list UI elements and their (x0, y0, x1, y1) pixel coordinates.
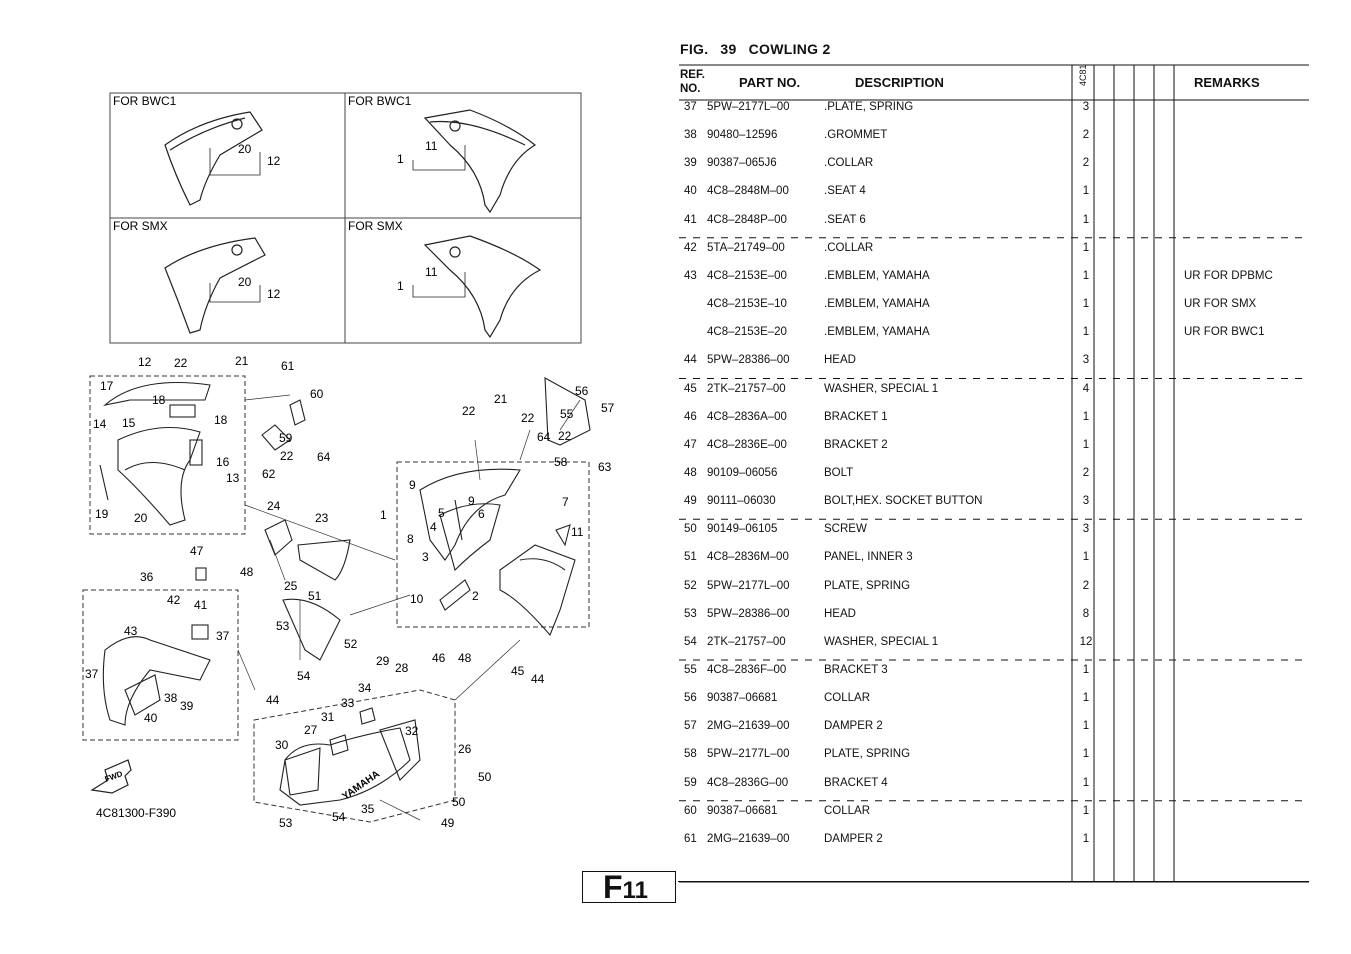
row-quantity: 3 (1082, 495, 1090, 508)
row-part-no: 5PW–2177L–00 (707, 101, 790, 113)
callout-number: 45 (511, 664, 525, 678)
row-part-no: 4C8–2836F–00 (707, 664, 787, 676)
callout-number: 15 (122, 416, 136, 430)
callout-number: 48 (240, 565, 254, 579)
svg-text:FWD: FWD (103, 769, 124, 784)
row-description: .COLLAR (824, 241, 874, 254)
callout-number: 37 (85, 667, 99, 681)
callout-number: 9 (468, 494, 475, 508)
callout-number: 54 (297, 669, 311, 683)
row-quantity: 3 (1082, 101, 1090, 113)
callout-number: 9 (409, 478, 416, 492)
callout-number: 54 (332, 810, 346, 824)
svg-text:12: 12 (267, 287, 281, 301)
callout-number: 35 (361, 802, 375, 816)
callout-number: 31 (321, 710, 335, 724)
page-number-box (582, 871, 676, 903)
row-part-no: 5PW–2177L–00 (707, 748, 790, 761)
row-part-no: 4C8–2153E–20 (707, 326, 787, 339)
row-ref-no: 49 (684, 495, 697, 508)
row-quantity: 8 (1082, 607, 1090, 620)
row-ref-no: 61 (684, 832, 697, 845)
row-ref-no: 56 (684, 692, 697, 705)
variant-label: FOR SMX (113, 219, 168, 233)
row-part-no: 5PW–28386–00 (707, 354, 790, 367)
callout-number: 48 (458, 651, 472, 665)
callout-number: 22 (280, 449, 294, 463)
row-description: SCREW (824, 523, 867, 536)
variant-labels (113, 94, 412, 233)
row-quantity: 1 (1082, 776, 1090, 789)
row-quantity: 2 (1082, 157, 1090, 170)
row-remarks: UR FOR SMX (1184, 298, 1257, 311)
row-description: BRACKET 1 (824, 410, 888, 423)
row-description: .SEAT 6 (824, 213, 866, 226)
callout-number: 46 (432, 651, 446, 665)
row-quantity: 1 (1082, 326, 1090, 339)
row-description: BRACKET 4 (824, 776, 888, 789)
row-part-no: 5TA–21749–00 (707, 241, 785, 254)
row-ref-no: 59 (684, 776, 697, 789)
row-description: BRACKET 2 (824, 438, 888, 451)
variant-label: FOR SMX (348, 219, 403, 233)
row-part-no: 90111–06030 (707, 495, 776, 508)
callout-number: 8 (407, 532, 414, 546)
row-part-no: 90109–06056 (707, 466, 778, 479)
callout-number: 6 (478, 507, 485, 521)
row-quantity: 1 (1082, 692, 1090, 705)
variant-label: FOR BWC1 (113, 94, 177, 108)
svg-text:1: 1 (397, 152, 404, 166)
row-part-no: 90387–06681 (707, 692, 778, 705)
callout-number: 53 (279, 816, 293, 830)
callout-number: 22 (521, 411, 535, 425)
callout-number: 22 (174, 356, 188, 370)
callout-number: 22 (558, 429, 572, 443)
row-ref-no: 39 (684, 157, 697, 170)
row-description: WASHER, SPECIAL 1 (824, 382, 939, 395)
row-ref-no: 48 (684, 466, 697, 479)
callout-number: 49 (441, 816, 455, 830)
bottom-rule (678, 881, 1309, 882)
row-part-no: 90387–065J6 (707, 157, 777, 170)
callout-number: 5 (438, 506, 445, 520)
belly-emblem: YAMAHA (340, 768, 382, 803)
row-part-no: 4C8–2836G–00 (707, 776, 789, 789)
row-description: .EMBLEM, YAMAHA (824, 298, 930, 311)
row-ref-no: 47 (684, 438, 697, 451)
fig-name: COWLING 2 (748, 41, 831, 57)
svg-text:11: 11 (425, 265, 438, 279)
row-description: BOLT,HEX. SOCKET BUTTON (824, 495, 983, 508)
callout-number: 25 (284, 579, 298, 593)
callout-number: 21 (494, 392, 508, 406)
callout-number: 2 (472, 589, 479, 603)
callout-number: 16 (216, 455, 230, 469)
row-quantity: 1 (1082, 269, 1090, 282)
row-quantity: 2 (1082, 466, 1090, 479)
row-description: COLLAR (824, 692, 871, 705)
variant-label: FOR BWC1 (348, 94, 412, 108)
fig-label: FIG. (680, 41, 709, 57)
row-ref-no: 54 (684, 635, 697, 648)
callout-number: 7 (562, 495, 569, 509)
row-ref-no: 45 (684, 382, 697, 395)
row-remarks: UR FOR DPBMC (1184, 269, 1273, 282)
inset-callouts (238, 139, 438, 301)
callout-number: 55 (560, 407, 574, 421)
svg-text:20: 20 (238, 275, 252, 289)
part-shapes (100, 378, 590, 805)
callout-number: 4 (430, 520, 437, 534)
row-quantity: 1 (1082, 298, 1090, 311)
row-part-no: 4C8–2836A–00 (707, 410, 787, 423)
callout-number: 24 (267, 499, 281, 513)
row-remarks: UR FOR BWC1 (1184, 326, 1265, 339)
row-part-no: 2MG–21639–00 (707, 832, 790, 845)
row-description: DAMPER 2 (824, 832, 883, 845)
callout-number: 21 (235, 354, 249, 368)
callout-number: 63 (598, 460, 612, 474)
row-ref-no: 37 (684, 101, 697, 113)
callout-number: 60 (310, 387, 324, 401)
row-quantity: 1 (1082, 241, 1090, 254)
row-description: PLATE, SPRING (824, 748, 911, 761)
callout-number: 62 (262, 467, 276, 481)
diagram-code: 4C81300-F390 (96, 806, 177, 820)
callout-numbers (85, 354, 615, 830)
callout-number: 18 (214, 413, 228, 427)
row-quantity: 1 (1082, 664, 1090, 676)
figure-title (680, 41, 843, 57)
callout-number: 51 (308, 589, 322, 603)
row-quantity: 2 (1082, 579, 1090, 592)
row-part-no: 4C8–2848M–00 (707, 185, 789, 198)
row-quantity: 1 (1082, 551, 1090, 564)
callout-number: 32 (405, 724, 419, 738)
row-quantity: 1 (1082, 410, 1090, 423)
page-letter: F (603, 869, 623, 905)
header-description: DESCRIPTION (855, 75, 944, 90)
row-quantity: 3 (1082, 354, 1090, 367)
callout-number: 44 (531, 672, 545, 686)
callout-number: 17 (100, 379, 114, 393)
header-model-code: 4C81 (1078, 64, 1088, 86)
callout-number: 27 (304, 723, 318, 737)
row-quantity: 4 (1082, 382, 1090, 395)
callout-number: 59 (279, 431, 293, 445)
row-description: .GROMMET (824, 129, 888, 142)
page-number: 11 (622, 877, 648, 904)
row-part-no: 90149–06105 (707, 523, 778, 536)
callout-number: 34 (358, 681, 372, 695)
row-quantity: 1 (1082, 804, 1090, 817)
header-remarks: REMARKS (1194, 75, 1260, 90)
row-description: .PLATE, SPRING (824, 101, 914, 113)
callout-number: 50 (478, 770, 492, 784)
row-quantity: 3 (1082, 523, 1090, 536)
variant-inset-grid (110, 93, 581, 343)
callout-number: 22 (462, 404, 476, 418)
row-description: COLLAR (824, 804, 871, 817)
row-part-no: 5PW–28386–00 (707, 607, 790, 620)
row-part-no: 4C8–2836M–00 (707, 551, 789, 564)
callout-number: 52 (344, 637, 358, 651)
callout-number: 50 (452, 795, 466, 809)
header-ref-no: REF. NO. (680, 69, 705, 95)
callout-number: 36 (140, 570, 154, 584)
row-part-no: 2MG–21639–00 (707, 720, 790, 733)
callout-number: 57 (601, 401, 615, 415)
row-ref-no: 44 (684, 354, 697, 367)
row-quantity: 1 (1082, 213, 1090, 226)
row-description: BRACKET 3 (824, 664, 888, 676)
callout-number: 41 (194, 598, 208, 612)
callout-number: 53 (276, 619, 290, 633)
row-ref-no: 52 (684, 579, 697, 592)
row-description: .SEAT 4 (824, 185, 866, 198)
row-ref-no: 55 (684, 664, 697, 676)
callout-number: 39 (180, 699, 194, 713)
row-description: .EMBLEM, YAMAHA (824, 269, 930, 282)
fwd-arrow-icon (92, 760, 131, 793)
row-quantity: 12 (1079, 635, 1093, 648)
row-ref-no: 46 (684, 410, 697, 423)
row-ref-no: 42 (684, 241, 697, 254)
row-quantity: 1 (1082, 832, 1090, 845)
callout-number: 12 (138, 355, 152, 369)
row-description: .COLLAR (824, 157, 874, 170)
callout-number: 33 (341, 696, 355, 710)
callout-number: 14 (93, 417, 107, 431)
svg-text:20: 20 (238, 142, 252, 156)
row-description: PANEL, INNER 3 (824, 551, 913, 564)
callout-number: 1 (380, 508, 387, 522)
exploded-parts-diagram (0, 0, 670, 954)
row-description: BOLT (824, 466, 854, 479)
row-part-no: 4C8–2153E–00 (707, 269, 787, 282)
callout-number: 11 (571, 525, 584, 539)
row-ref-no: 43 (684, 269, 697, 282)
row-part-no: 4C8–2848P–00 (707, 213, 787, 226)
callout-number: 28 (395, 661, 409, 675)
row-part-no: 90387–06681 (707, 804, 778, 817)
row-part-no: 5PW–2177L–00 (707, 579, 790, 592)
callout-number: 58 (554, 455, 568, 469)
row-quantity: 1 (1082, 438, 1090, 451)
row-description: .EMBLEM, YAMAHA (824, 326, 930, 339)
callout-number: 3 (422, 550, 429, 564)
row-part-no: 4C8–2836E–00 (707, 438, 787, 451)
row-quantity: 1 (1082, 720, 1090, 733)
callout-number: 30 (275, 738, 289, 752)
callout-number: 64 (317, 450, 331, 464)
row-ref-no: 60 (684, 804, 697, 817)
callout-number: 18 (152, 393, 166, 407)
callout-number: 20 (134, 511, 148, 525)
callout-number: 43 (124, 624, 138, 638)
callout-number: 19 (95, 507, 109, 521)
row-quantity: 1 (1082, 748, 1090, 761)
svg-text:12: 12 (267, 154, 281, 168)
row-description: DAMPER 2 (824, 720, 883, 733)
header-part-no: PART NO. (739, 75, 801, 90)
callout-number: 23 (315, 511, 329, 525)
callout-number: 38 (164, 691, 178, 705)
callout-number: 44 (266, 693, 280, 707)
row-ref-no: 38 (684, 129, 697, 142)
callout-number: 64 (537, 430, 551, 444)
callout-number: 56 (575, 384, 589, 398)
fig-number: 39 (720, 41, 737, 57)
svg-text:1: 1 (397, 279, 404, 293)
svg-text:11: 11 (425, 139, 438, 153)
row-ref-no: 40 (684, 185, 697, 198)
callout-number: 13 (226, 471, 240, 485)
row-description: HEAD (824, 607, 856, 620)
row-description: PLATE, SPRING (824, 579, 911, 592)
callout-number: 10 (410, 592, 424, 606)
callout-number: 40 (144, 711, 158, 725)
row-part-no: 4C8–2153E–10 (707, 298, 787, 311)
row-ref-no: 41 (684, 213, 697, 226)
callout-number: 61 (281, 359, 295, 373)
row-quantity: 2 (1082, 129, 1090, 142)
row-ref-no: 58 (684, 748, 697, 761)
row-quantity: 1 (1082, 185, 1090, 198)
callout-number: 37 (216, 629, 230, 643)
row-ref-no: 51 (684, 551, 697, 564)
row-ref-no: 57 (684, 720, 697, 733)
row-part-no: 90480–12596 (707, 129, 778, 142)
row-ref-no: 50 (684, 523, 697, 536)
callout-number: 29 (376, 654, 390, 668)
row-description: WASHER, SPECIAL 1 (824, 635, 939, 648)
row-part-no: 2TK–21757–00 (707, 635, 786, 648)
row-part-no: 2TK–21757–00 (707, 382, 786, 395)
callout-number: 47 (190, 544, 204, 558)
callout-number: 26 (458, 742, 472, 756)
callout-number: 42 (167, 593, 181, 607)
row-description: HEAD (824, 354, 856, 367)
row-ref-no: 53 (684, 607, 697, 620)
